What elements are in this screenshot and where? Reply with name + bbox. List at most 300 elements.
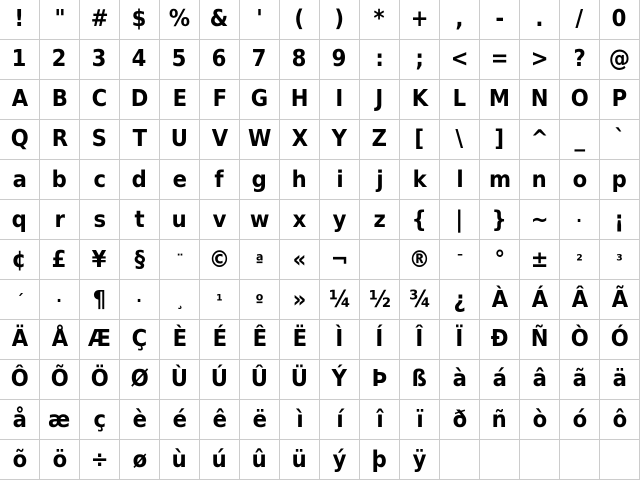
glyph-cell	[280, 400, 320, 440]
glyph: È	[172, 326, 187, 352]
glyph: Ö	[90, 366, 109, 392]
glyph-cell	[0, 80, 40, 120]
glyph: Ô	[10, 366, 29, 392]
glyph: K	[411, 86, 428, 112]
glyph-cell	[560, 360, 600, 400]
glyph-cell	[600, 360, 640, 400]
glyph-cell	[200, 440, 240, 480]
glyph-cell	[320, 400, 360, 440]
glyph-cell	[40, 360, 80, 400]
glyph-cell	[280, 240, 320, 280]
glyph: F	[212, 86, 227, 112]
glyph: ü	[291, 447, 308, 473]
glyph-cell	[0, 280, 40, 320]
glyph: 6	[212, 46, 227, 72]
glyph: G	[250, 86, 269, 112]
glyph: ¼	[328, 287, 351, 313]
glyph: r	[54, 207, 65, 233]
glyph-cell	[600, 120, 640, 160]
glyph: g	[251, 167, 268, 193]
glyph-cell	[560, 120, 600, 160]
glyph: í	[335, 407, 344, 433]
glyph: s	[93, 207, 106, 233]
glyph-cell	[560, 400, 600, 440]
glyph: Ç	[131, 326, 148, 352]
glyph: £	[52, 247, 67, 273]
glyph-cell	[240, 200, 280, 240]
glyph-cell	[520, 120, 560, 160]
glyph: 5	[172, 46, 187, 72]
glyph: Ð	[490, 326, 509, 352]
glyph: &	[210, 6, 229, 32]
glyph-cell	[160, 120, 200, 160]
glyph-cell	[400, 160, 440, 200]
glyph-cell	[600, 80, 640, 120]
glyph: i	[335, 167, 344, 193]
glyph-cell	[120, 80, 160, 120]
glyph: ø	[132, 447, 147, 473]
glyph-cell	[360, 160, 400, 200]
glyph: P	[611, 86, 628, 112]
glyph-cell	[280, 80, 320, 120]
glyph-cell	[0, 320, 40, 360]
glyph-cell	[120, 120, 160, 160]
glyph-cell	[0, 200, 40, 240]
glyph: ¡	[614, 207, 625, 233]
glyph-cell	[320, 360, 360, 400]
glyph: 7	[252, 46, 267, 72]
glyph: Ò	[570, 326, 589, 352]
glyph-cell-empty	[480, 440, 520, 480]
glyph: Æ	[88, 326, 111, 352]
glyph-cell	[320, 40, 360, 80]
glyph-cell	[360, 440, 400, 480]
glyph-cell	[360, 240, 400, 280]
glyph-cell	[520, 240, 560, 280]
glyph: ¶	[92, 287, 107, 313]
glyph: à	[452, 366, 467, 392]
glyph-cell	[480, 80, 520, 120]
glyph-cell	[40, 200, 80, 240]
glyph: 2	[52, 46, 67, 72]
glyph-cell	[40, 320, 80, 360]
glyph-cell	[0, 160, 40, 200]
glyph: E	[172, 86, 187, 112]
glyph-cell	[440, 320, 480, 360]
glyph: 9	[332, 46, 347, 72]
glyph: ó	[572, 407, 587, 433]
glyph: ¬	[330, 247, 349, 273]
glyph: V	[211, 126, 228, 152]
glyph: °	[494, 247, 505, 273]
glyph: Î	[415, 326, 424, 352]
glyph-cell	[480, 320, 520, 360]
glyph-cell	[520, 80, 560, 120]
glyph: O	[570, 86, 589, 112]
glyph: á	[492, 366, 507, 392]
glyph-cell	[400, 280, 440, 320]
glyph: +	[410, 6, 429, 32]
glyph-cell	[360, 120, 400, 160]
glyph-cell	[360, 200, 400, 240]
glyph: ï	[415, 407, 424, 433]
glyph: Ä	[11, 326, 28, 352]
glyph-cell	[400, 440, 440, 480]
glyph: L	[452, 86, 467, 112]
glyph-cell	[280, 280, 320, 320]
glyph-cell	[0, 120, 40, 160]
glyph-cell	[440, 40, 480, 80]
glyph: ^	[530, 126, 549, 152]
glyph: %	[168, 6, 191, 32]
glyph: Â	[571, 287, 588, 313]
glyph-cell	[80, 320, 120, 360]
glyph-cell	[160, 360, 200, 400]
glyph-cell	[480, 240, 520, 280]
glyph-cell	[480, 280, 520, 320]
glyph-cell	[560, 320, 600, 360]
glyph-cell	[480, 0, 520, 40]
glyph: î	[375, 407, 384, 433]
glyph: 0	[612, 6, 627, 32]
glyph-cell	[440, 0, 480, 40]
glyph-cell	[440, 160, 480, 200]
glyph-cell	[80, 440, 120, 480]
glyph-cell	[280, 440, 320, 480]
glyph: ~	[530, 207, 549, 233]
glyph: M	[488, 86, 511, 112]
glyph: ì	[295, 407, 304, 433]
glyph-cell	[320, 200, 360, 240]
glyph: ¾	[408, 287, 431, 313]
glyph-cell	[80, 80, 120, 120]
glyph: Y	[331, 126, 348, 152]
glyph-cell	[240, 240, 280, 280]
glyph-cell	[400, 120, 440, 160]
glyph-cell	[240, 280, 280, 320]
glyph: d	[131, 167, 148, 193]
glyph: q	[11, 207, 28, 233]
glyph: ô	[612, 407, 627, 433]
glyph-cell	[560, 280, 600, 320]
glyph-cell	[360, 400, 400, 440]
glyph: ²	[576, 250, 583, 270]
glyph: »	[292, 287, 307, 313]
glyph: ¹	[216, 290, 223, 310]
glyph: N	[530, 86, 549, 112]
glyph-cell	[560, 0, 600, 40]
glyph: @	[608, 46, 631, 72]
glyph-cell	[80, 240, 120, 280]
glyph-cell	[440, 400, 480, 440]
glyph-cell	[240, 40, 280, 80]
glyph: .	[535, 6, 544, 32]
glyph-cell-empty	[600, 440, 640, 480]
glyph-cell	[320, 0, 360, 40]
glyph: *	[373, 6, 386, 32]
glyph: ¿	[453, 287, 466, 313]
glyph-cell	[600, 240, 640, 280]
glyph-cell	[400, 320, 440, 360]
glyph-cell	[160, 320, 200, 360]
glyph: À	[491, 287, 508, 313]
glyph-cell	[320, 440, 360, 480]
glyph-cell	[80, 400, 120, 440]
glyph: W	[247, 126, 272, 152]
glyph-cell	[480, 160, 520, 200]
glyph: §	[134, 247, 145, 273]
glyph: Ê	[252, 326, 267, 352]
glyph-cell	[600, 160, 640, 200]
glyph-cell	[160, 80, 200, 120]
glyph: Å	[51, 326, 68, 352]
glyph: Í	[375, 326, 384, 352]
glyph-cell	[400, 80, 440, 120]
glyph-cell	[200, 160, 240, 200]
glyph: ß	[411, 366, 428, 392]
glyph-cell	[40, 440, 80, 480]
glyph-cell	[520, 200, 560, 240]
glyph-cell	[200, 80, 240, 120]
glyph-cell	[200, 200, 240, 240]
glyph: n	[531, 167, 548, 193]
glyph: B	[51, 86, 68, 112]
glyph: ú	[211, 447, 228, 473]
glyph: ù	[171, 447, 188, 473]
glyph: :	[375, 46, 384, 72]
glyph: C	[91, 86, 108, 112]
glyph: w	[249, 207, 270, 233]
glyph-cell	[320, 160, 360, 200]
glyph-cell	[560, 240, 600, 280]
glyph: `	[614, 126, 625, 152]
glyph-cell	[600, 320, 640, 360]
glyph: )	[334, 6, 345, 32]
glyph-cell	[600, 200, 640, 240]
glyph: a	[12, 167, 27, 193]
glyph-cell	[360, 360, 400, 400]
glyph-cell	[120, 160, 160, 200]
glyph: u	[171, 207, 188, 233]
glyph: ý	[332, 447, 347, 473]
glyph-cell	[120, 440, 160, 480]
glyph-cell	[200, 240, 240, 280]
glyph: ¸	[175, 290, 184, 310]
glyph: ,	[455, 6, 464, 32]
glyph-cell	[280, 360, 320, 400]
glyph	[376, 253, 382, 269]
glyph-cell	[440, 280, 480, 320]
glyph-cell	[0, 400, 40, 440]
glyph: o	[572, 167, 587, 193]
glyph: ê	[212, 407, 227, 433]
glyph-cell	[40, 280, 80, 320]
glyph: H	[290, 86, 309, 112]
glyph: Q	[10, 126, 29, 152]
glyph: ·	[56, 290, 63, 310]
glyph: #	[90, 6, 109, 32]
glyph-cell	[520, 400, 560, 440]
glyph: þ	[371, 447, 388, 473]
glyph: ·	[576, 210, 583, 230]
glyph: J	[375, 86, 384, 112]
glyph: Õ	[50, 366, 69, 392]
glyph: I	[335, 86, 344, 112]
glyph: m	[488, 167, 511, 193]
glyph: y	[332, 207, 347, 233]
glyph: ±	[530, 247, 549, 273]
glyph-cell	[160, 160, 200, 200]
glyph: (	[294, 6, 305, 32]
glyph-cell	[80, 360, 120, 400]
glyph: 3	[92, 46, 107, 72]
glyph-cell	[240, 360, 280, 400]
glyph-cell	[120, 40, 160, 80]
glyph-cell	[280, 320, 320, 360]
glyph-cell	[120, 200, 160, 240]
glyph-cell	[280, 200, 320, 240]
glyph: è	[132, 407, 147, 433]
glyph-cell	[440, 240, 480, 280]
glyph-cell	[200, 280, 240, 320]
glyph: ÷	[90, 447, 109, 473]
glyph: b	[51, 167, 68, 193]
glyph-cell	[520, 280, 560, 320]
glyph: !	[14, 6, 25, 32]
glyph-cell	[280, 0, 320, 40]
glyph-cell	[280, 120, 320, 160]
glyph-cell	[520, 160, 560, 200]
glyph-cell	[400, 200, 440, 240]
glyph: Ó	[610, 326, 629, 352]
glyph-cell	[80, 0, 120, 40]
glyph: ©	[208, 247, 231, 273]
glyph: <	[450, 46, 469, 72]
glyph-cell	[320, 240, 360, 280]
glyph-cell	[440, 80, 480, 120]
glyph-cell	[400, 360, 440, 400]
glyph: {	[411, 207, 428, 233]
glyph: ¨	[175, 250, 184, 270]
glyph-cell	[480, 400, 520, 440]
glyph: ë	[252, 407, 267, 433]
glyph-cell	[480, 40, 520, 80]
glyph-cell	[120, 240, 160, 280]
glyph: ®	[408, 247, 431, 273]
glyph: Á	[531, 287, 548, 313]
glyph: \	[455, 126, 464, 152]
glyph-cell	[0, 0, 40, 40]
glyph-cell	[560, 160, 600, 200]
glyph-cell	[160, 400, 200, 440]
glyph-cell	[560, 80, 600, 120]
glyph-cell	[240, 160, 280, 200]
glyph-cell	[320, 80, 360, 120]
glyph-cell	[80, 280, 120, 320]
glyph-cell	[600, 280, 640, 320]
glyph-cell	[280, 160, 320, 200]
glyph-cell	[320, 320, 360, 360]
glyph-cell	[160, 280, 200, 320]
glyph: ð	[452, 407, 467, 433]
glyph: =	[490, 46, 509, 72]
glyph-cell	[520, 360, 560, 400]
glyph-cell	[40, 240, 80, 280]
glyph-cell	[600, 40, 640, 80]
glyph-cell	[160, 440, 200, 480]
glyph-cell	[240, 400, 280, 440]
glyph-cell	[320, 280, 360, 320]
glyph: Ì	[335, 326, 344, 352]
glyph: Ù	[170, 366, 189, 392]
glyph-cell	[560, 40, 600, 80]
glyph: Ý	[331, 366, 348, 392]
glyph: ä	[612, 366, 627, 392]
glyph-cell	[480, 360, 520, 400]
glyph: Ë	[292, 326, 307, 352]
glyph-cell-empty	[520, 440, 560, 480]
glyph-cell	[280, 40, 320, 80]
glyph-cell	[80, 200, 120, 240]
glyph-cell	[240, 120, 280, 160]
glyph-cell	[480, 120, 520, 160]
glyph-cell	[440, 360, 480, 400]
glyph: t	[134, 207, 145, 233]
glyph-cell	[120, 400, 160, 440]
glyph: º	[255, 290, 264, 310]
glyph-cell	[120, 320, 160, 360]
glyph: Z	[371, 126, 388, 152]
glyph-cell	[440, 120, 480, 160]
glyph-cell	[160, 240, 200, 280]
glyph: [	[414, 126, 425, 152]
glyph-cell	[520, 320, 560, 360]
glyph-cell	[360, 320, 400, 360]
glyph: «	[292, 247, 307, 273]
glyph: l	[455, 167, 464, 193]
glyph-cell	[240, 440, 280, 480]
glyph: >	[530, 46, 549, 72]
glyph: h	[291, 167, 308, 193]
glyph: ö	[52, 447, 67, 473]
glyph-cell	[600, 0, 640, 40]
glyph: S	[91, 126, 108, 152]
glyph: Ú	[210, 366, 229, 392]
glyph: D	[130, 86, 149, 112]
glyph-cell	[360, 0, 400, 40]
glyph: Ü	[290, 366, 309, 392]
glyph: z	[373, 207, 386, 233]
glyph: õ	[12, 447, 27, 473]
glyph-cell	[120, 360, 160, 400]
glyph-cell-empty	[560, 440, 600, 480]
glyph-cell	[200, 360, 240, 400]
glyph: c	[93, 167, 106, 193]
glyph: X	[291, 126, 308, 152]
glyph: Ï	[455, 326, 464, 352]
glyph: 1	[12, 46, 27, 72]
glyph-cell-empty	[440, 440, 480, 480]
glyph-cell	[40, 40, 80, 80]
glyph-cell	[160, 0, 200, 40]
glyph: A	[11, 86, 28, 112]
glyph: f	[214, 167, 225, 193]
glyph-cell	[160, 40, 200, 80]
glyph-cell	[400, 0, 440, 40]
glyph-cell	[80, 160, 120, 200]
glyph: $	[132, 6, 147, 32]
glyph: é	[172, 407, 187, 433]
